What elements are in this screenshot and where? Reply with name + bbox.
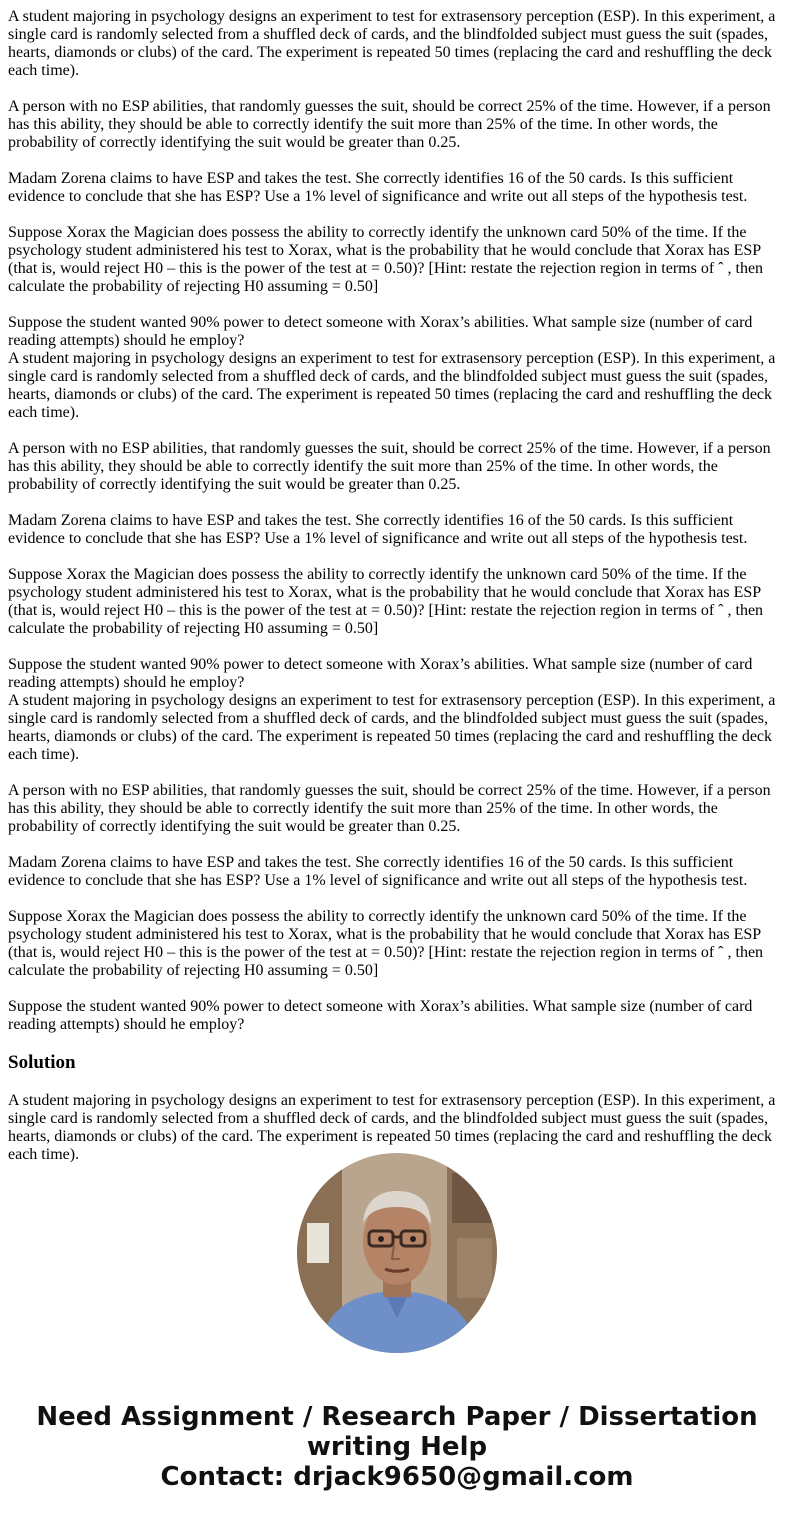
solution-heading: Solution [8, 1052, 76, 1073]
question-background: A person with no ESP abilities, that randomly guesses the suit, should be correct 25% of the time. However, if a person has this ability, they should be able to correctly identify the suit more than 25% of the time. In other words, the probability of correctly identifying the suit would be greater than 0.25. [8, 98, 771, 151]
question-intro: A student majoring in psychology designs an experiment to test for extrasensory perception (ESP). In this experiment, a single card is randomly selected from a shuffled deck of cards, and the blindfolded subject must guess the suit (spades, hearts, diamonds or clubs) of the card. The experiment is repeated 50 times (replacing the card and reshuffling the deck each time). [8, 692, 776, 763]
avatar [297, 1153, 497, 1353]
promo-footer [0, 1402, 794, 1492]
question-background: A person with no ESP abilities, that randomly guesses the suit, should be correct 25% of the time. However, if a person has this ability, they should be able to correctly identify the suit more than 25% of the time. In other words, the probability of correctly identifying the suit would be greater than 0.25. [8, 440, 771, 493]
contact-line: Contact: drjack9650@gmail.com [160, 1462, 634, 1492]
question-part-3: Suppose the student wanted 90% power to detect someone with Xorax’s abilities. What sample size (number of card reading attempts) should he employ? [8, 656, 753, 691]
question-part-2: Suppose Xorax the Magician does possess the ability to correctly identify the unknown card 50% of the time. If the psychology student administered his test to Xorax, what is the probability that he would conclude that Xorax has ESP (that is, would reject H0 – this is the power of the test at = 0.50)? [Hint: restate the rejection region in terms of ˆ , then calculate the probability of rejecting H0 assuming = 0.50] [8, 224, 764, 295]
person-portrait-icon [297, 1153, 497, 1353]
promo-line: Need Assignment / Research Paper / Dissertation writing Help [36, 1402, 758, 1462]
solution-text: A student majoring in psychology designs an experiment to test for extrasensory perception (ESP). In this experiment, a single card is randomly selected from a shuffled deck of cards, and the blindfolded subject must guess the suit (spades, hearts, diamonds or clubs) of the card. The experiment is repeated 50 times (replacing the card and reshuffling the deck each time). [8, 1092, 776, 1163]
question-part-1: Madam Zorena claims to have ESP and takes the test. She correctly identifies 16 of the 50 cards. Is this sufficient evidence to conclude that she has ESP? Use a 1% level of significance and write out all steps of the hypothesis test. [8, 854, 748, 889]
question-intro: A student majoring in psychology designs an experiment to test for extrasensory perception (ESP). In this experiment, a single card is randomly selected from a shuffled deck of cards, and the blindfolded subject must guess the suit (spades, hearts, diamonds or clubs) of the card. The experiment is repeated 50 times (replacing the card and reshuffling the deck each time). [8, 350, 776, 421]
question-background: A person with no ESP abilities, that randomly guesses the suit, should be correct 25% of the time. However, if a person has this ability, they should be able to correctly identify the suit more than 25% of the time. In other words, the probability of correctly identifying the suit would be greater than 0.25. [8, 782, 771, 835]
question-part-3: Suppose the student wanted 90% power to detect someone with Xorax’s abilities. What sample size (number of card reading attempts) should he employ? [8, 314, 753, 349]
question-part-1: Madam Zorena claims to have ESP and takes the test. She correctly identifies 16 of the 50 cards. Is this sufficient evidence to conclude that she has ESP? Use a 1% level of significance and write out all steps of the hypothesis test. [8, 170, 748, 205]
question-part-2: Suppose Xorax the Magician does possess the ability to correctly identify the unknown card 50% of the time. If the psychology student administered his test to Xorax, what is the probability that he would conclude that Xorax has ESP (that is, would reject H0 – this is the power of the test at = 0.50)? [Hint: restate the rejection region in terms of ˆ , then calculate the probability of rejecting H0 assuming = 0.50] [8, 566, 764, 637]
question-part-3: Suppose the student wanted 90% power to detect someone with Xorax’s abilities. What sample size (number of card reading attempts) should he employ? [8, 998, 753, 1033]
question-part-2: Suppose Xorax the Magician does possess the ability to correctly identify the unknown card 50% of the time. If the psychology student administered his test to Xorax, what is the probability that he would conclude that Xorax has ESP (that is, would reject H0 – this is the power of the test at = 0.50)? [Hint: restate the rejection region in terms of ˆ , then calculate the probability of rejecting H0 assuming = 0.50] [8, 908, 764, 979]
question-intro: A student majoring in psychology designs an experiment to test for extrasensory perception (ESP). In this experiment, a single card is randomly selected from a shuffled deck of cards, and the blindfolded subject must guess the suit (spades, hearts, diamonds or clubs) of the card. The experiment is repeated 50 times (replacing the card and reshuffling the deck each time). [8, 8, 776, 79]
document-content [8, 8, 786, 1163]
question-part-1: Madam Zorena claims to have ESP and takes the test. She correctly identifies 16 of the 50 cards. Is this sufficient evidence to conclude that she has ESP? Use a 1% level of significance and write out all steps of the hypothesis test. [8, 512, 748, 547]
